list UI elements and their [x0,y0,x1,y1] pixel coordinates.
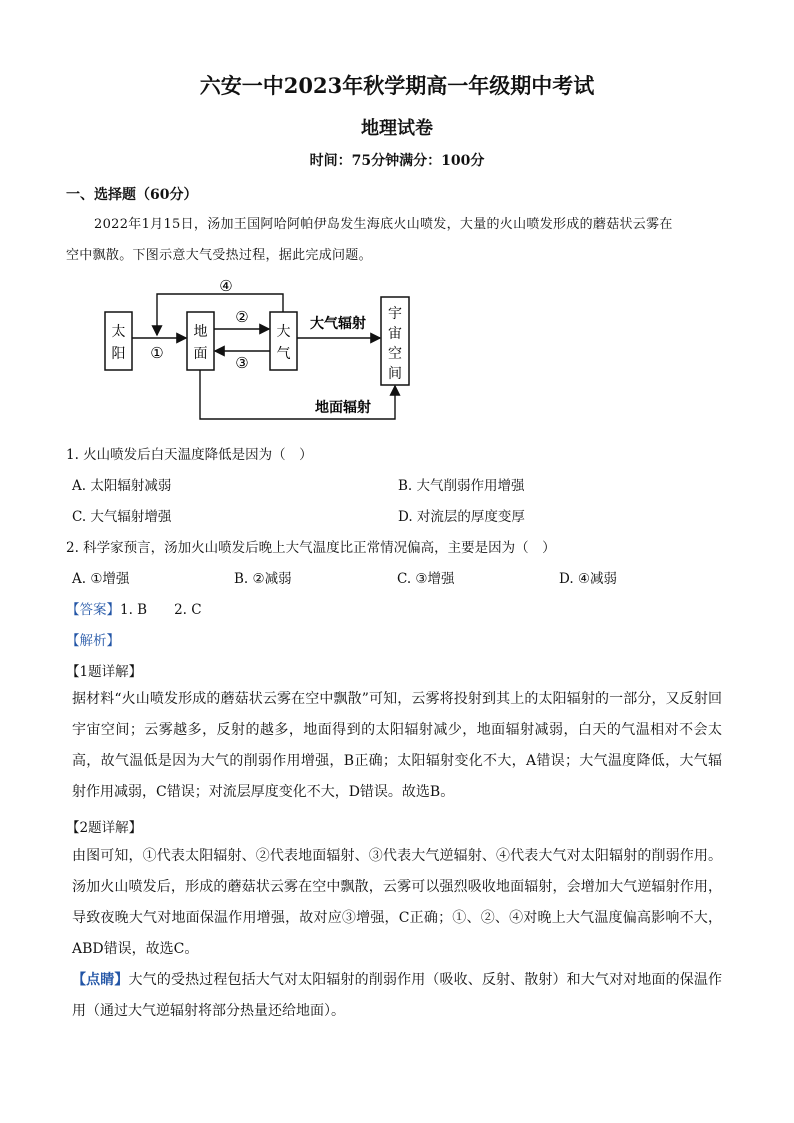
analysis-label: 【解析】 [66,633,120,649]
exam-subtitle: 地理试卷 [361,118,433,139]
question-2-option-c[interactable]: C. ③增强 [397,571,455,587]
question-1-option-b[interactable]: B. 大气削弱作用增强 [398,478,525,494]
answer-row [66,598,202,618]
tip-block [72,965,722,1027]
label-2: ② [235,308,249,326]
question-2-option-b[interactable]: B. ②减弱 [234,571,292,587]
ground-char-1: 地 [193,324,208,340]
atmosphere-char-1: 大 [276,324,291,340]
question-2-option-a[interactable]: A. ①增强 [72,571,130,587]
section-heading: 一、选择题（60分） [66,187,198,203]
intro-line-1: 2022年1月15日，汤加王国阿哈阿帕伊岛发生海底火山喷发，大量的火山喷发形成的蘑菇状云雾在 [94,217,673,232]
tip-label: 【点睛】 [72,972,129,988]
question-1-option-d[interactable]: D. 对流层的厚度变厚 [398,509,525,525]
ground-char-2: 面 [193,346,208,362]
atmosphere-radiation-label: 大气辐射 [310,316,366,332]
tip-text: 大气的受热过程包括大气对太阳辐射的削弱作用（吸收、反射、散射）和大气对对地面的保温作用（通过大气逆辐射将部分热量还给地面）。 [72,972,723,1019]
question-2-stem: 2. 科学家预言，汤加火山喷发后晚上大气温度比正常情况偏高，主要是因为（ ） [66,540,556,556]
question-2-option-d[interactable]: D. ④减弱 [559,571,618,587]
atmosphere-char-2: 气 [276,346,291,362]
sun-char-2: 阳 [111,346,126,362]
label-3: ③ [235,354,249,372]
sun-char-1: 太 [111,324,126,340]
space-char-4: 间 [388,366,402,382]
space-char-1: 宇 [388,306,402,322]
label-1: ① [150,344,164,362]
atmosphere-heating-diagram [95,272,425,427]
question-1-option-c[interactable]: C. 大气辐射增强 [72,509,172,525]
detail-2-text: 由图可知，①代表太阳辐射、②代表地面辐射、③代表大气逆辐射、④代表大气对太阳辐射的削弱作用。汤加火山喷发后，形成的蘑菇状云雾在空中飘散，云雾可以强烈吸收地面辐射，会增加大气逆辐射作用，导致夜晚大气对地面保温作用增强，故对应③增强，C正确；①、②、④对晚上大气温度偏高影响不大，ABD错误，故选C。 [72,848,722,957]
exam-title: 六安一中2023年秋学期高一年级期中考试 [199,73,595,98]
exam-meta: 时间：75分钟满分：100分 [309,153,485,169]
question-1-stem: 1. 火山喷发后白天温度降低是因为（ ） [66,447,313,463]
label-4: ④ [219,277,233,295]
question-1-option-a[interactable]: A. 太阳辐射减弱 [72,478,172,494]
intro-line-2: 空中飘散。下图示意大气受热过程，据此完成问题。 [66,248,372,263]
answer-values: 1. B 2. C [120,602,202,618]
detail-2-label: 【2题详解】 [66,820,143,836]
answer-label: 【答案】 [66,602,120,618]
detail-1-text: 据材料“火山喷发形成的蘑菇状云雾在空中飘散”可知，云雾将投射到其上的太阳辐射的一部分，又反射回宇宙空间；云雾越多，反射的越多，地面得到的太阳辐射减少，地面辐射减弱，白天的气温相对不会太高，故气温低是因为大气的削弱作用增强，B正确；太阳辐射变化不大，A错误；大气温度降低，大气辐射作用减弱，C错误；对流层厚度变化不大，D错误。故选B。 [72,691,722,800]
space-char-3: 空 [388,346,402,362]
space-char-2: 宙 [388,326,402,342]
ground-radiation-label: 地面辐射 [315,400,371,416]
detail-1-label: 【1题详解】 [66,664,143,680]
